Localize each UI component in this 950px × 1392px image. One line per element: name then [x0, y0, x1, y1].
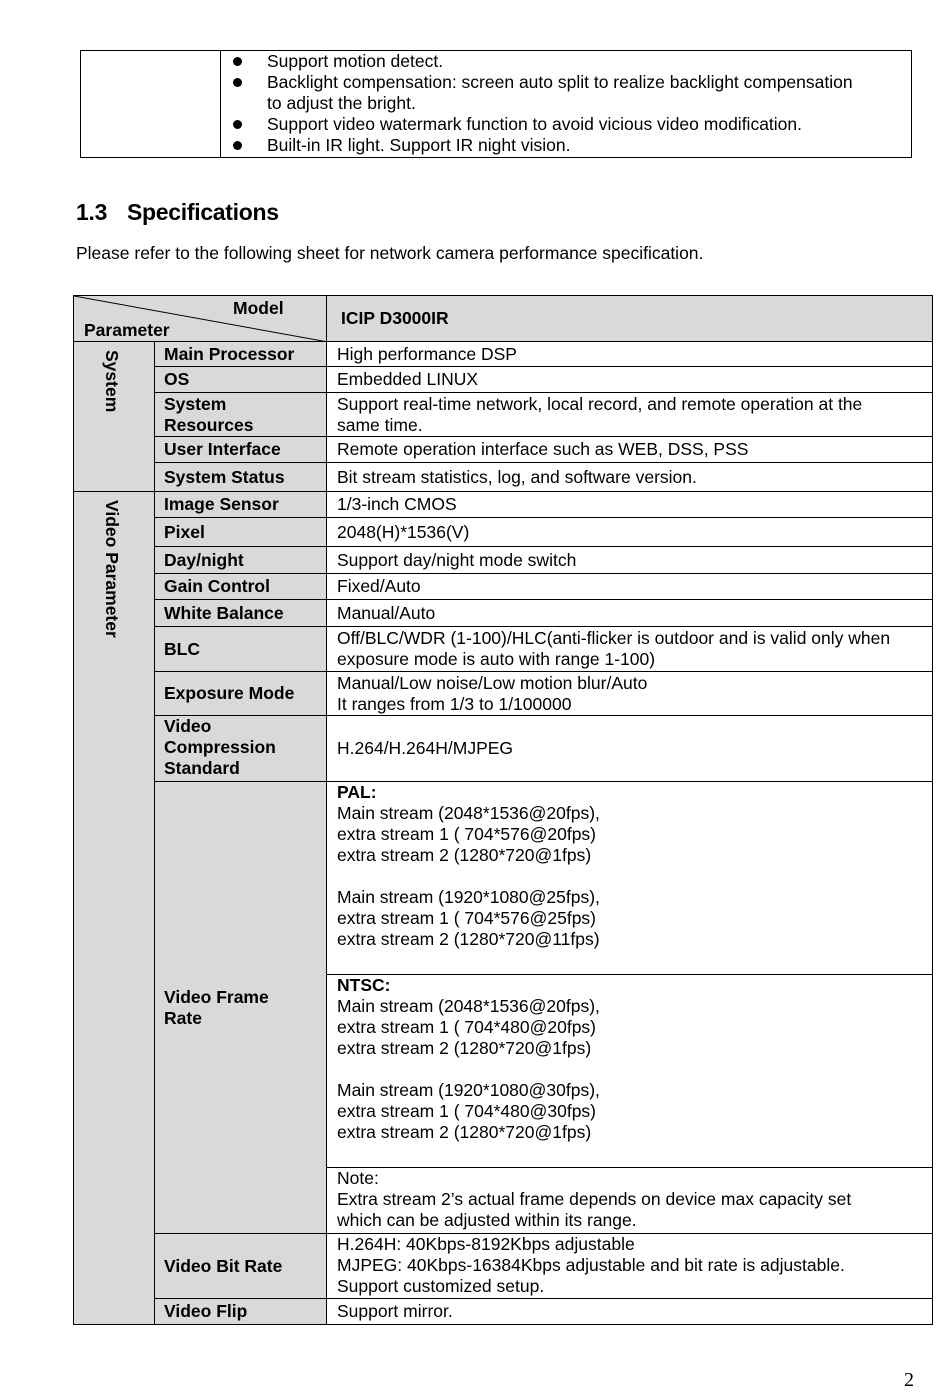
video-flip-param: [154, 1298, 327, 1325]
param-label: Exposure Mode: [164, 683, 295, 703]
value-text: extra stream 1 ( 704*576@20fps): [337, 824, 597, 844]
user-interface-value: [326, 436, 933, 463]
param-label-continued: Rate: [164, 1007, 202, 1028]
system-status-param: [154, 462, 327, 492]
day-night-param: [154, 546, 327, 574]
value-text-continued: which can be adjusted within its range.: [337, 1210, 637, 1230]
value-text: Main stream (1920*1080@30fps),: [337, 1080, 600, 1100]
blc-param: [154, 626, 327, 672]
video-bit-rate-param: [154, 1233, 327, 1299]
feature-table-divider: [220, 51, 221, 157]
system-status-value: [326, 462, 933, 492]
header-model-name-cell: [326, 295, 933, 342]
video-frame-rate-param: [154, 781, 327, 1234]
param-label: Gain Control: [164, 576, 270, 596]
param-label: White Balance: [164, 602, 284, 623]
image-sensor-param: [154, 491, 327, 518]
section-title: Specifications: [127, 199, 279, 225]
section-heading: [76, 199, 279, 226]
feature-text: Built-in IR light. Support IR night vision.: [267, 135, 571, 155]
main-processor-value: [326, 341, 933, 367]
os-value: [326, 366, 933, 393]
feature-list: [231, 51, 853, 156]
system-resources-param: [154, 392, 327, 437]
value-text: High performance DSP: [337, 343, 517, 364]
value-text: 1/3-inch CMOS: [337, 494, 457, 514]
param-label: Main Processor: [164, 343, 295, 364]
ntsc-frame-rate-value: [326, 974, 933, 1168]
value-text: extra stream 2 (1280*720@1fps): [337, 1038, 592, 1058]
intro-paragraph: Please refer to the following sheet for network camera performance specification.: [76, 243, 704, 263]
video-compression-param: [154, 715, 327, 782]
model-name: ICIP D3000IR: [341, 308, 449, 328]
value-text: Remote operation interface such as WEB, DSS, PSS: [337, 439, 749, 459]
param-label: Video Bit Rate: [164, 1255, 283, 1276]
feature-item: [231, 51, 853, 72]
system-group-label: System: [102, 350, 122, 413]
value-text: extra stream 1 ( 704*576@25fps): [337, 908, 597, 928]
pixel-value: [326, 517, 933, 547]
value-text: extra stream 2 (1280*720@1fps): [337, 845, 592, 865]
bullet-icon: [233, 78, 242, 87]
value-text: H.264H: 40Kbps-8192Kbps adjustable: [337, 1234, 635, 1254]
param-label-continued: Compression: [164, 737, 276, 757]
user-interface-param: [154, 436, 327, 463]
blank-line: [337, 1059, 932, 1080]
video-bit-rate-value: [326, 1233, 933, 1299]
exposure-mode-param: [154, 671, 327, 716]
value-text: MJPEG: 40Kbps-16384Kbps adjustable and bit rate is adjustable.: [337, 1255, 845, 1275]
frame-rate-note-value: [326, 1167, 933, 1234]
white-balance-param: [154, 599, 327, 627]
bullet-icon: [233, 57, 242, 66]
param-label-continued: Resources: [164, 415, 254, 435]
value-text: 2048(H)*1536(V): [337, 521, 470, 542]
os-param: [154, 366, 327, 393]
value-text-continued: exposure mode is auto with range 1-100): [337, 649, 656, 669]
pal-frame-rate-value: [326, 781, 933, 975]
value-text-continued: It ranges from 1/3 to 1/100000: [337, 694, 572, 714]
value-text: H.264/H.264H/MJPEG: [337, 738, 514, 758]
value-text: Bit stream statistics, log, and software version.: [337, 466, 697, 487]
param-label: System: [164, 394, 227, 414]
note-label: Note:: [337, 1168, 379, 1188]
value-text: extra stream 1 ( 704*480@20fps): [337, 1017, 597, 1037]
pixel-param: [154, 517, 327, 547]
white-balance-value: [326, 599, 933, 627]
pal-label: PAL:: [337, 782, 377, 802]
value-text: Embedded LINUX: [337, 369, 479, 389]
header-param-model-cell: [73, 295, 327, 342]
value-text: Manual/Low noise/Low motion blur/Auto: [337, 673, 648, 693]
video-group-cell: [73, 491, 155, 1325]
value-text: extra stream 2 (1280*720@1fps): [337, 1122, 592, 1142]
image-sensor-value: [326, 491, 933, 518]
section-number: 1.3: [76, 199, 108, 225]
value-text: Support customized setup.: [337, 1276, 545, 1296]
bullet-icon: [233, 141, 242, 150]
feature-table: [80, 50, 912, 158]
exposure-mode-value: [326, 671, 933, 716]
gain-control-value: [326, 573, 933, 600]
feature-text: Support motion detect.: [267, 51, 444, 71]
value-text: Extra stream 2’s actual frame depends on device max capacity set: [337, 1189, 852, 1209]
video-compression-value: [326, 715, 933, 782]
param-label: Video Flip: [164, 1301, 248, 1321]
feature-item: [231, 114, 853, 135]
param-label: Video Frame: [164, 986, 269, 1007]
param-label: User Interface: [164, 439, 281, 459]
param-label: OS: [164, 369, 190, 389]
value-text: Support mirror.: [337, 1301, 453, 1321]
feature-text-continued: to adjust the bright.: [267, 93, 416, 113]
blank-line: [337, 866, 932, 887]
value-text: Support real-time network, local record, and remote operation at the: [337, 394, 863, 414]
value-text: Main stream (1920*1080@25fps),: [337, 887, 600, 907]
value-text: Main stream (2048*1536@20fps),: [337, 803, 600, 823]
model-label: Model: [233, 298, 284, 318]
system-group-cell: [73, 341, 155, 492]
video-group-label: Video Parameter: [102, 500, 122, 638]
system-resources-value: [326, 392, 933, 437]
param-label: Day/night: [164, 549, 244, 570]
feature-item: [231, 135, 853, 156]
page-number: 2: [904, 1369, 914, 1391]
value-text: Support day/night mode switch: [337, 549, 577, 570]
feature-text: Backlight compensation: screen auto split to realize backlight compensation: [267, 72, 853, 92]
value-text: Main stream (2048*1536@20fps),: [337, 996, 600, 1016]
feature-text: Support video watermark function to avoid vicious video modification.: [267, 114, 802, 134]
parameter-label: Parameter: [84, 320, 170, 340]
bullet-icon: [233, 120, 242, 129]
value-text: extra stream 2 (1280*720@11fps): [337, 929, 600, 949]
value-text: Off/BLC/WDR (1-100)/HLC(anti-flicker is outdoor and is valid only when: [337, 628, 891, 648]
param-label: System Status: [164, 466, 285, 487]
value-text: extra stream 1 ( 704*480@30fps): [337, 1101, 597, 1121]
gain-control-param: [154, 573, 327, 600]
day-night-value: [326, 546, 933, 574]
blc-value: [326, 626, 933, 672]
value-text: Fixed/Auto: [337, 576, 421, 596]
value-text-continued: same time.: [337, 415, 423, 435]
feature-item: [231, 72, 853, 114]
param-label: Image Sensor: [164, 494, 279, 514]
param-label: BLC: [164, 638, 200, 659]
main-processor-param: [154, 341, 327, 367]
value-text: Manual/Auto: [337, 602, 436, 623]
ntsc-label: NTSC:: [337, 975, 391, 995]
param-label: Video: [164, 716, 212, 736]
param-label: Pixel: [164, 521, 205, 542]
video-flip-value: [326, 1298, 933, 1325]
spec-table: [73, 295, 933, 1325]
param-label-continued: Standard: [164, 758, 240, 778]
